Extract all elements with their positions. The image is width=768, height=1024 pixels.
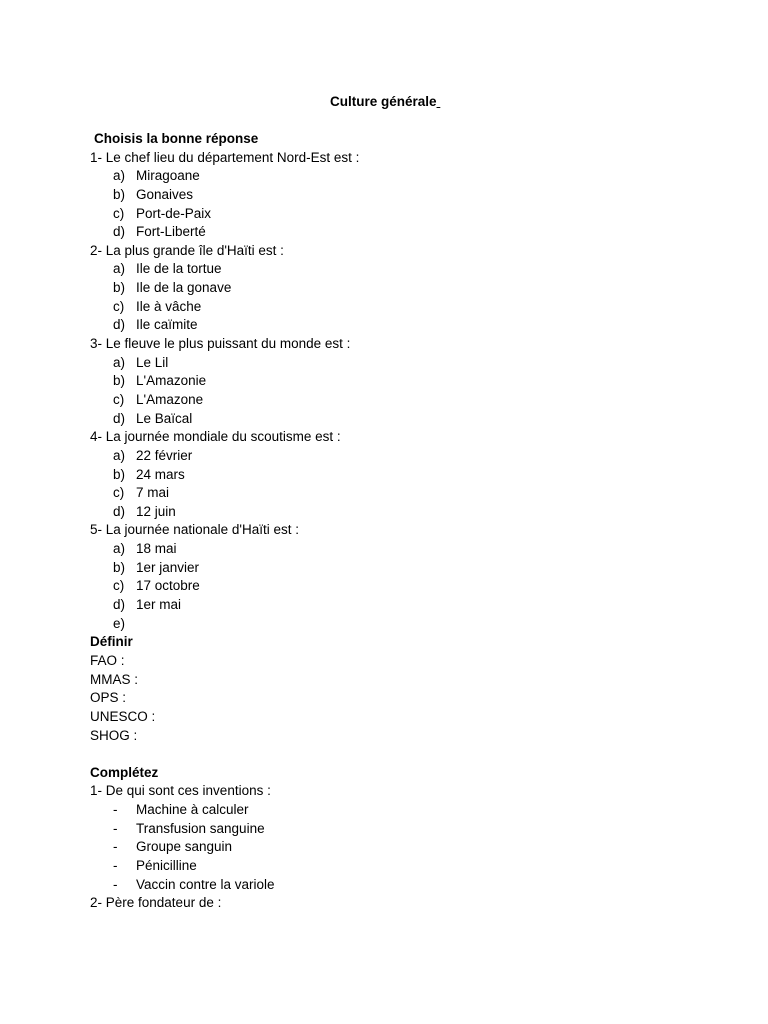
- option-text: Fort-Liberté: [136, 224, 206, 240]
- option-item: [90, 223, 710, 242]
- completez-question-2: 2- Père fondateur de :: [90, 895, 222, 911]
- option-text: Ile de la tortue: [136, 261, 222, 277]
- option-text: Ile caïmite: [136, 317, 198, 333]
- list-item-text: Machine à calculer: [136, 802, 249, 818]
- section-heading-choisis: Choisis la bonne réponse: [94, 131, 259, 146]
- definition-item: MMAS :: [90, 671, 139, 687]
- document-body: [90, 130, 710, 913]
- completez-question-1: 1- De qui sont ces inventions :: [90, 783, 271, 799]
- option-marker: c): [113, 391, 125, 407]
- option-item: [90, 186, 710, 205]
- question-5: 5- La journée nationale d'Haïti est :: [90, 522, 299, 538]
- option-text: Gonaives: [136, 186, 194, 202]
- definition-item: OPS :: [90, 690, 127, 706]
- list-item-text: Pénicilline: [136, 857, 197, 873]
- list-item: [90, 857, 710, 876]
- option-item: [90, 372, 710, 391]
- option-text: 12 juin: [136, 503, 176, 519]
- list-item-text: Transfusion sanguine: [136, 820, 265, 836]
- option-item: [90, 447, 710, 466]
- option-marker: c): [113, 578, 125, 594]
- option-text: Ile de la gonave: [136, 280, 232, 296]
- option-marker: d): [113, 224, 126, 240]
- option-marker: a): [113, 168, 126, 184]
- page-title: [330, 93, 440, 111]
- option-item: [90, 466, 710, 485]
- blank-line: [90, 745, 710, 764]
- section-heading-completez: Complétez: [90, 764, 159, 780]
- option-text: 17 octobre: [136, 578, 200, 594]
- option-text: 24 mars: [136, 466, 185, 482]
- option-marker: b): [113, 466, 126, 482]
- question-4: 4- La journée mondiale du scoutisme est :: [90, 429, 341, 445]
- option-item: [90, 410, 710, 429]
- option-item: [90, 260, 710, 279]
- list-item-text: Vaccin contre la variole: [136, 876, 275, 892]
- section-heading-definir: Définir: [90, 634, 133, 650]
- option-item: [90, 540, 710, 559]
- question-1: 1- Le chef lieu du département Nord-Est est :: [90, 149, 360, 165]
- list-item-text: Groupe sanguin: [136, 839, 233, 855]
- option-item: [90, 503, 710, 522]
- dash-marker: -: [113, 857, 118, 873]
- option-marker: a): [113, 261, 126, 277]
- list-item: [90, 801, 710, 820]
- definition-item: UNESCO :: [90, 708, 156, 724]
- option-marker: b): [113, 280, 126, 296]
- option-item: [90, 279, 710, 298]
- option-marker: d): [113, 597, 126, 613]
- option-text: Le Baïcal: [136, 410, 193, 426]
- dash-marker: -: [113, 839, 118, 855]
- option-text: Port-de-Paix: [136, 205, 212, 221]
- option-marker: b): [113, 559, 126, 575]
- dash-marker: -: [113, 876, 118, 892]
- option-text: L'Amazonie: [136, 373, 207, 389]
- option-text: 7 mai: [136, 485, 170, 501]
- option-marker: c): [113, 485, 125, 501]
- option-item: [90, 354, 710, 373]
- option-text: 22 février: [136, 447, 193, 463]
- option-marker: c): [113, 298, 125, 314]
- question-2: 2- La plus grande île d'Haïti est :: [90, 242, 284, 258]
- option-item: [90, 615, 710, 634]
- definition-item: FAO :: [90, 652, 125, 668]
- list-item: [90, 838, 710, 857]
- option-item: [90, 167, 710, 186]
- option-marker: d): [113, 503, 126, 519]
- option-marker: d): [113, 410, 126, 426]
- option-text: L'Amazone: [136, 391, 204, 407]
- dash-marker: -: [113, 820, 118, 836]
- option-marker: e): [113, 615, 126, 631]
- option-item: [90, 596, 710, 615]
- option-item: [90, 298, 710, 317]
- definition-item: SHOG :: [90, 727, 138, 743]
- option-text: Le Lil: [136, 354, 169, 370]
- list-item: [90, 820, 710, 839]
- question-3: 3- Le fleuve le plus puissant du monde est :: [90, 336, 351, 352]
- option-item: [90, 577, 710, 596]
- option-marker: b): [113, 186, 126, 202]
- option-marker: d): [113, 317, 126, 333]
- option-text: Miragoane: [136, 168, 200, 184]
- option-marker: a): [113, 354, 126, 370]
- option-text: 18 mai: [136, 541, 177, 557]
- option-item: [90, 559, 710, 578]
- option-item: [90, 205, 710, 224]
- title-text: Culture générale: [330, 94, 437, 109]
- option-marker: a): [113, 447, 126, 463]
- option-marker: b): [113, 373, 126, 389]
- option-item: [90, 484, 710, 503]
- option-text: Ile à vâche: [136, 298, 202, 314]
- option-text: 1er mai: [136, 597, 182, 613]
- list-item: [90, 876, 710, 895]
- option-marker: c): [113, 205, 125, 221]
- option-item: [90, 316, 710, 335]
- option-marker: a): [113, 541, 126, 557]
- title-trailing-underline: [437, 94, 441, 109]
- option-item: [90, 391, 710, 410]
- dash-marker: -: [113, 802, 118, 818]
- option-text: 1er janvier: [136, 559, 200, 575]
